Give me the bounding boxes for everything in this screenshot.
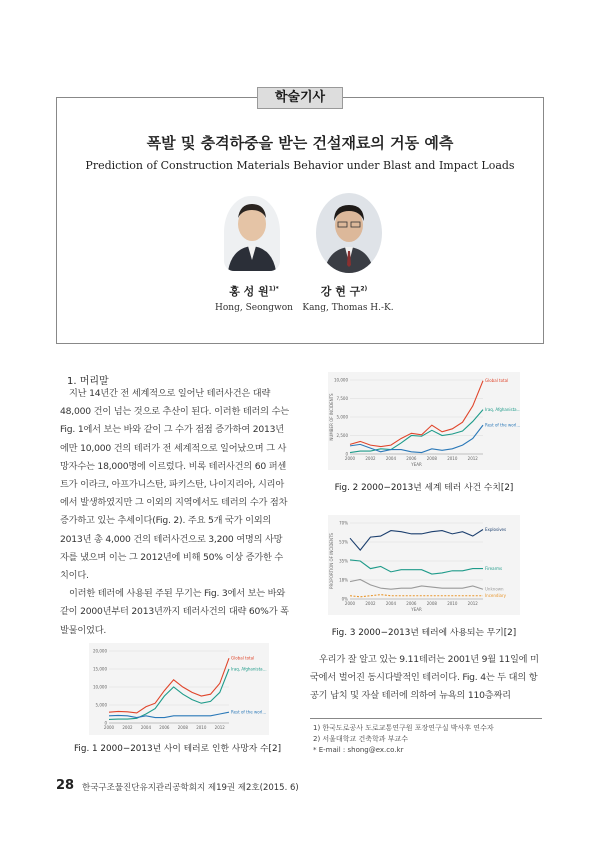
y-tick-label: 18% — [339, 577, 348, 583]
author-photo-hong — [224, 196, 280, 271]
y-tick-label: 20,000 — [93, 648, 107, 654]
x-tick-label: 2010 — [447, 601, 458, 606]
page-number: 28 — [56, 778, 75, 793]
footnote-item: 1) 한국도로공사 도로교통연구원 포장연구실 박사후 연수자 — [313, 724, 494, 732]
y-tick-label: 5,000 — [95, 702, 107, 708]
series-label: Iraq, Afghanista… — [485, 407, 520, 413]
series-line — [350, 425, 483, 452]
x-axis-label: YEAR — [411, 607, 422, 612]
x-tick-label: 2012 — [214, 725, 225, 730]
title-korean: 폭발 및 충격하중을 받는 건설재료의 거동 예측 — [146, 134, 454, 152]
footnote-item: * E-mail : shong@ex.co.kr — [313, 746, 404, 754]
journal-info: 한국구조물진단유지관리공학회지 제19권 제2호(2015. 6) — [82, 783, 299, 793]
footnote-divider — [310, 718, 542, 719]
figure-1-caption: Fig. 1 2000−2013년 사이 테러로 인한 사망자 수[2] — [74, 744, 281, 754]
series-label: Incendiary — [485, 593, 507, 599]
y-tick-label: 70% — [339, 520, 348, 526]
author-photo-kang — [316, 193, 382, 273]
x-tick-label: 2002 — [365, 456, 376, 461]
y-tick-label: 0% — [341, 596, 348, 602]
series-line — [350, 530, 483, 551]
figure-3-chart — [328, 515, 520, 615]
footnotes — [313, 723, 543, 756]
series-label: Iraq, Afghanista… — [231, 666, 267, 672]
figure-2-chart — [328, 372, 520, 470]
x-tick-label: 2008 — [426, 601, 437, 606]
x-axis-label: YEAR — [411, 462, 422, 467]
x-tick-label: 2010 — [447, 456, 458, 461]
x-tick-label: 2012 — [467, 601, 478, 606]
y-axis-label: PROPORTION OF INCIDENTS — [329, 533, 334, 589]
y-tick-label: 53% — [339, 539, 348, 545]
y-tick-label: 35% — [339, 558, 348, 564]
figure-2-caption: Fig. 2 2000−2013년 세계 테러 사건 수치[2] — [334, 483, 514, 493]
x-tick-label: 2006 — [406, 456, 417, 461]
x-tick-label: 2004 — [385, 601, 397, 606]
author-name-hong: 홍 성 원$^{1)*}$ — [229, 285, 279, 298]
y-tick-label: 10,000 — [93, 684, 107, 690]
x-tick-label: 2004 — [140, 725, 152, 730]
author-roman-hong: Hong, Seongwon — [215, 303, 293, 313]
x-tick-label: 2000 — [344, 456, 356, 461]
figure-3-caption: Fig. 3 2000−2013년 테러에 사용되는 무기[2] — [331, 628, 517, 638]
x-tick-label: 2006 — [159, 725, 170, 730]
series-label: Rest of the worl… — [485, 422, 520, 428]
title-english: Prediction of Construction Materials Behavior under Blast and Impact Loads — [85, 159, 515, 172]
y-tick-label: 7,500 — [336, 396, 348, 401]
x-tick-label: 2012 — [467, 456, 478, 461]
y-tick-label: 15,000 — [93, 666, 107, 672]
x-tick-label: 2008 — [426, 456, 437, 461]
body-text-left — [60, 385, 290, 640]
series-label: Explosives — [485, 527, 507, 533]
series-line — [350, 595, 483, 597]
series-label: Global total — [485, 378, 509, 384]
x-tick-label: 2002 — [365, 601, 376, 606]
article-category-badge: 학술기사 — [257, 87, 343, 109]
x-tick-label: 2002 — [122, 725, 133, 730]
series-label: Firearms — [485, 566, 503, 572]
x-tick-label: 2000 — [344, 601, 356, 606]
author-roman-kang: Kang, Thomas H.-K. — [302, 303, 394, 313]
x-tick-label: 2004 — [385, 456, 397, 461]
series-line — [350, 560, 483, 574]
y-tick-label: 10,000 — [334, 377, 348, 383]
y-tick-label: 0 — [104, 720, 107, 726]
body-text-right — [310, 651, 540, 706]
series-label: Global total — [231, 655, 255, 661]
x-tick-label: 2006 — [406, 601, 417, 606]
series-line — [350, 381, 483, 447]
series-line — [109, 712, 229, 717]
author-name-kang: 강 현 구$^{2)}$ — [320, 285, 368, 298]
paragraph: 지난 14년간 전 세계적으로 일어난 테러사건은 대략 48,000 건이 넘는 것으로 추산이 된다. 이러한 테러의 수는 Fig. 1에서 보는 바와 같이 그 수가 점점 증가하여 2013년에만 10,000 건의 테러가 전 세계적으로 일어났으며 그 사망자수는 18,000명에 이르렀다. 비록 테러사건의 60 퍼센트가 이라크, 아프가니스탄, 파키스탄, 나이지리아, 시리아에서 발생하였지만 그 이외의 지역에서도 테러의 수가 점차 증가하고 있는 추세이다(Fig. 2). 주요 5개 국가 이외의 2013년 총 4,000 건의 테러사건으로 3,200 여명의 사망자를 냈으며 이는 그 2012년에 비해 50% 이상 증가한 수치이다. — [60, 388, 289, 582]
series-label: Rest of the worl… — [231, 709, 267, 715]
series-line — [109, 658, 229, 713]
x-tick-label: 2010 — [196, 725, 207, 730]
y-tick-label: 0 — [345, 451, 348, 457]
footnote-item: 2) 서울대학교 건축학과 부교수 — [313, 735, 409, 743]
y-axis-label: NUMBER OF INCIDENTS — [329, 393, 334, 441]
paragraph: 이러한 테러에 사용된 주된 무기는 Fig. 3에서 보는 바와 같이 2000년부터 2013년까지 테러사건의 대략 60%가 폭발물이었다. — [60, 588, 289, 636]
figure-1-chart — [89, 643, 269, 735]
y-tick-label: 5,000 — [336, 414, 348, 420]
series-label: Unknown — [485, 586, 504, 592]
x-tick-label: 2000 — [103, 725, 115, 730]
section-heading: 1. 머리말 — [67, 376, 109, 387]
series-line — [350, 410, 483, 453]
y-tick-label: 2,500 — [336, 433, 348, 438]
paragraph: 우리가 잘 알고 있는 9.11테러는 2001년 9월 11일에 미국에서 벌어진 동시다발적인 테러이다. Fig. 4는 두 대의 항공기 납치 및 자살 테러에 의하여 뉴욕의 110층짜리 — [310, 654, 539, 702]
series-line — [350, 579, 483, 589]
x-tick-label: 2008 — [177, 725, 188, 730]
